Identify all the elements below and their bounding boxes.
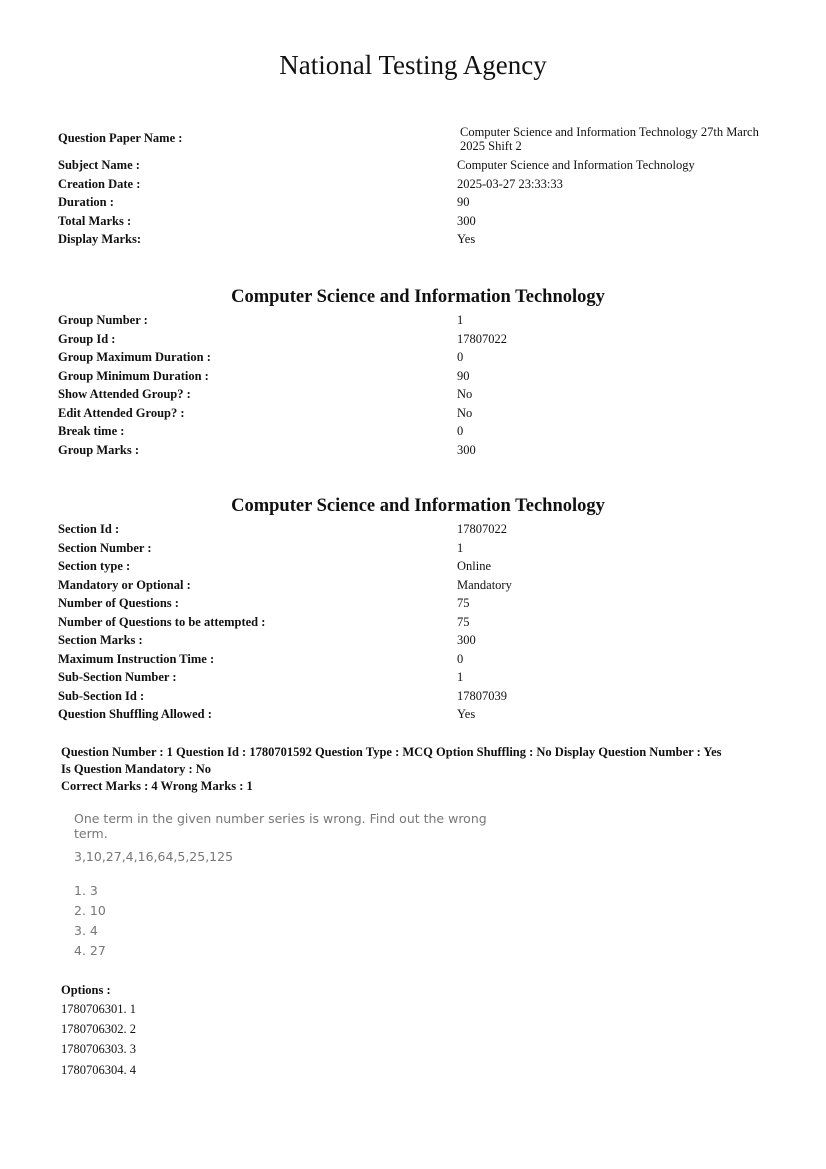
- group-row: [58, 406, 778, 425]
- section-key: Section Id :: [58, 522, 120, 536]
- group-row: [58, 350, 778, 369]
- info-row: [58, 158, 778, 177]
- section-value: 1: [457, 670, 464, 684]
- section-row: [58, 633, 778, 652]
- choice-item: 4. 27: [74, 943, 106, 958]
- choice-item: 1. 3: [74, 883, 98, 898]
- section-row: [58, 689, 778, 708]
- section-key: Sub-Section Number :: [58, 670, 177, 684]
- section-value: 75: [457, 614, 470, 629]
- info-key: Display Marks:: [58, 232, 141, 246]
- section-row: [58, 578, 778, 597]
- option-item: 1780706301. 1: [61, 1002, 136, 1016]
- page-title: National Testing Agency: [279, 50, 547, 80]
- group-key: Group Number :: [58, 313, 148, 327]
- info-key: Subject Name :: [58, 158, 140, 172]
- question-meta: [61, 744, 781, 795]
- section-key: Section Marks :: [58, 633, 143, 647]
- choice-item: 3. 4: [74, 923, 98, 938]
- info-row: [58, 214, 778, 233]
- option-item: 1780706302. 2: [61, 1022, 136, 1037]
- group-row: [58, 332, 778, 351]
- section-key: Mandatory or Optional :: [58, 577, 191, 592]
- info-value: 2025-03-27 23:33:33: [457, 176, 563, 191]
- group-value: No: [457, 387, 473, 401]
- section-row: [58, 652, 778, 671]
- question-choices: [74, 883, 514, 963]
- section-row: [58, 522, 778, 541]
- group-key: Group Marks :: [58, 442, 140, 457]
- info-value: 300: [457, 213, 476, 228]
- group-value: No: [457, 405, 473, 420]
- section-value: 17807022: [457, 522, 507, 536]
- question-mandatory-line: Is Question Mandatory : No: [61, 761, 212, 776]
- number-series: 3,10,27,4,16,64,5,25,125: [74, 849, 234, 864]
- section-key: Number of Questions :: [58, 596, 179, 610]
- section-row: [58, 596, 778, 615]
- option-item: 1780706303. 3: [61, 1042, 136, 1057]
- group-row: [58, 369, 778, 388]
- section-key: Number of Questions to be attempted :: [58, 614, 266, 629]
- info-value: 90: [457, 195, 470, 209]
- group-key: Group Minimum Duration :: [58, 368, 209, 383]
- section-value: Online: [457, 559, 492, 573]
- group-heading: Computer Science and Information Technology: [231, 287, 605, 307]
- option-item: 1780706304. 4: [61, 1062, 136, 1077]
- section-key: Maximum Instruction Time :: [58, 651, 215, 666]
- group-row: [58, 387, 778, 406]
- options-list: [61, 983, 136, 1083]
- info-value: Computer Science and Information Technology: [457, 158, 695, 172]
- section-key: Section type :: [58, 559, 131, 573]
- section-key: Sub-Section Id :: [58, 688, 145, 703]
- group-row: [58, 313, 778, 332]
- group-value: 90: [457, 368, 470, 383]
- info-row: [58, 177, 778, 196]
- info-key: Question Paper Name :: [58, 131, 183, 145]
- section-row: [58, 670, 778, 689]
- group-key: Group Maximum Duration :: [58, 350, 211, 364]
- info-row: [58, 232, 778, 251]
- section-value: 0: [457, 651, 464, 666]
- section-value: Yes: [457, 707, 476, 721]
- info-row: [58, 195, 778, 214]
- question-marks-line: Correct Marks : 4 Wrong Marks : 1: [61, 779, 253, 793]
- group-key: Show Attended Group? :: [58, 387, 191, 401]
- section-heading: Computer Science and Information Technology: [231, 496, 605, 516]
- question-stem: One term in the given number series is wrong. Find out the wrong term.: [74, 811, 487, 841]
- choice-item: 2. 10: [74, 903, 106, 918]
- section-value: 300: [457, 633, 476, 647]
- group-value: 0: [457, 350, 464, 364]
- section-row: [58, 707, 778, 726]
- section-value: 75: [457, 596, 470, 610]
- section-key: Section Number :: [58, 540, 152, 555]
- section-value: 17807039: [457, 688, 507, 703]
- question-image: [74, 811, 514, 963]
- section-row: [58, 615, 778, 634]
- group-info-table: [58, 313, 778, 461]
- group-row: [58, 443, 778, 462]
- group-value: 0: [457, 424, 464, 438]
- info-key: Creation Date :: [58, 176, 141, 191]
- section-row: [58, 559, 778, 578]
- section-info-table: [58, 522, 778, 726]
- group-key: Edit Attended Group? :: [58, 405, 185, 420]
- info-key: Total Marks :: [58, 213, 132, 228]
- info-value: Computer Science and Information Technology 27th March 2025 Shift 2: [460, 125, 759, 153]
- question-info-line: Question Number : 1 Question Id : 1780701592 Question Type : MCQ Option Shuffling : No Display Question Number : Yes: [61, 745, 722, 759]
- info-row: [58, 125, 778, 158]
- paper-info-table: [58, 125, 778, 251]
- section-key: Question Shuffling Allowed :: [58, 707, 212, 721]
- group-value: 17807022: [457, 331, 507, 346]
- group-value: 1: [457, 313, 464, 327]
- info-key: Duration :: [58, 195, 114, 209]
- section-row: [58, 541, 778, 560]
- info-value: Yes: [457, 232, 476, 246]
- options-heading: Options :: [61, 983, 111, 997]
- group-value: 300: [457, 442, 476, 457]
- section-value: Mandatory: [457, 577, 512, 592]
- group-key: Group Id :: [58, 331, 116, 346]
- group-row: [58, 424, 778, 443]
- group-key: Break time :: [58, 424, 125, 438]
- section-value: 1: [457, 540, 464, 555]
